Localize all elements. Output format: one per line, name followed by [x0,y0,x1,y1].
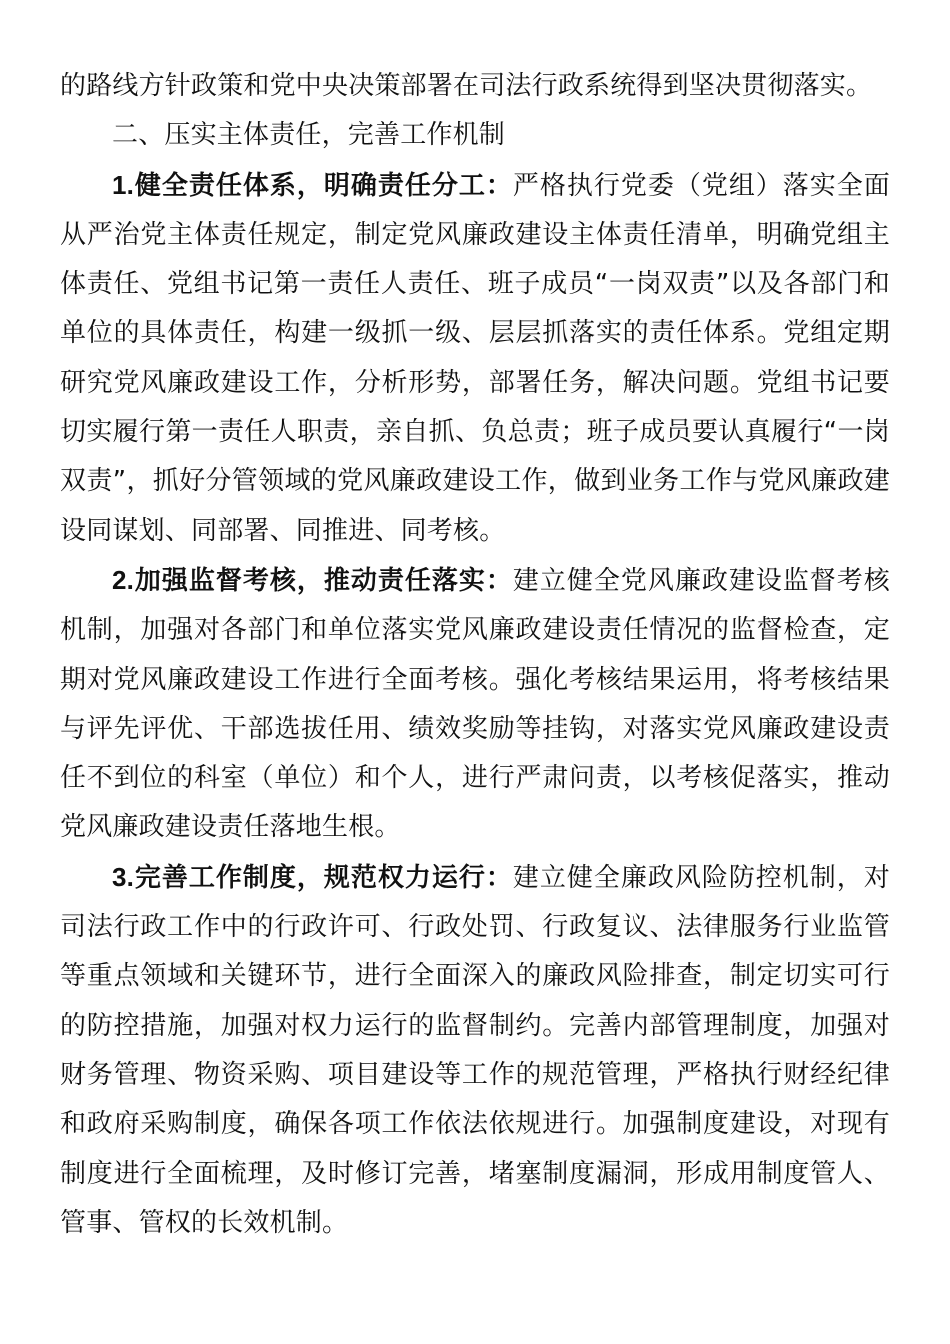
item-lead-3: 3.完善工作制度，规范权力运行： [112,861,513,892]
item-paragraph-2 [60,556,890,853]
item-lead-2: 2.加强监督考核，推动责任落实： [112,564,513,595]
item-body-1: 严格执行党委（党组）落实全面从严治党主体责任规定，制定党风廉政建设主体责任清单，明确党组主体责任、党组书记第一责任人责任、班子成员“一岗双责”以及各部门和单位的具体责任，构建一级抓一级、层层抓落实的责任体系。党组定期研究党风廉政建设工作，分析形势，部署任务，解决问题。党组书记要切实履行第一责任人职责，亲自抓、负总责；班子成员要认真履行“一岗双责”，抓好分管领域的党风廉政建设工作，做到业务工作与党风廉政建设同谋划、同部署、同推进、同考核。 [60,170,890,546]
item-paragraph-1 [60,161,890,556]
document-body [60,62,890,1248]
item-lead-1: 1.健全责任体系，明确责任分工： [112,169,513,200]
continuation-text: 的路线方针政策和党中央决策部署在司法行政系统得到坚决贯彻落实。 [60,71,873,101]
item-body-3: 建立健全廉政风险防控机制，对司法行政工作中的行政许可、行政处罚、行政复议、法律服务行业监管等重点领域和关键环节，进行全面深入的廉政风险排查，制定切实可行的防控措施，加强对权力运行的监督制约。完善内部管理制度，加强对财务管理、物资采购、项目建设等工作的规范管理，严格执行财经纪律和政府采购制度，确保各项工作依法依规进行。加强制度建设，对现有制度进行全面梳理，及时修订完善，堵塞制度漏洞，形成用制度管人、管事、管权的长效机制。 [60,862,890,1238]
section-heading [60,111,890,160]
section-heading-text: 二、压实主体责任，完善工作机制 [112,120,506,151]
item-body-2: 建立健全党风廉政建设监督考核机制，加强对各部门和单位落实党风廉政建设责任情况的监督检查，定期对党风廉政建设工作进行全面考核。强化考核结果运用，将考核结果与评先评优、干部选拔任用、绩效奖励等挂钩，对落实党风廉政建设责任不到位的科室（单位）和个人，进行严肃问责，以考核促落实，推动党风廉政建设责任落地生根。 [60,565,890,843]
continuation-paragraph [60,62,890,111]
item-paragraph-3 [60,853,890,1248]
